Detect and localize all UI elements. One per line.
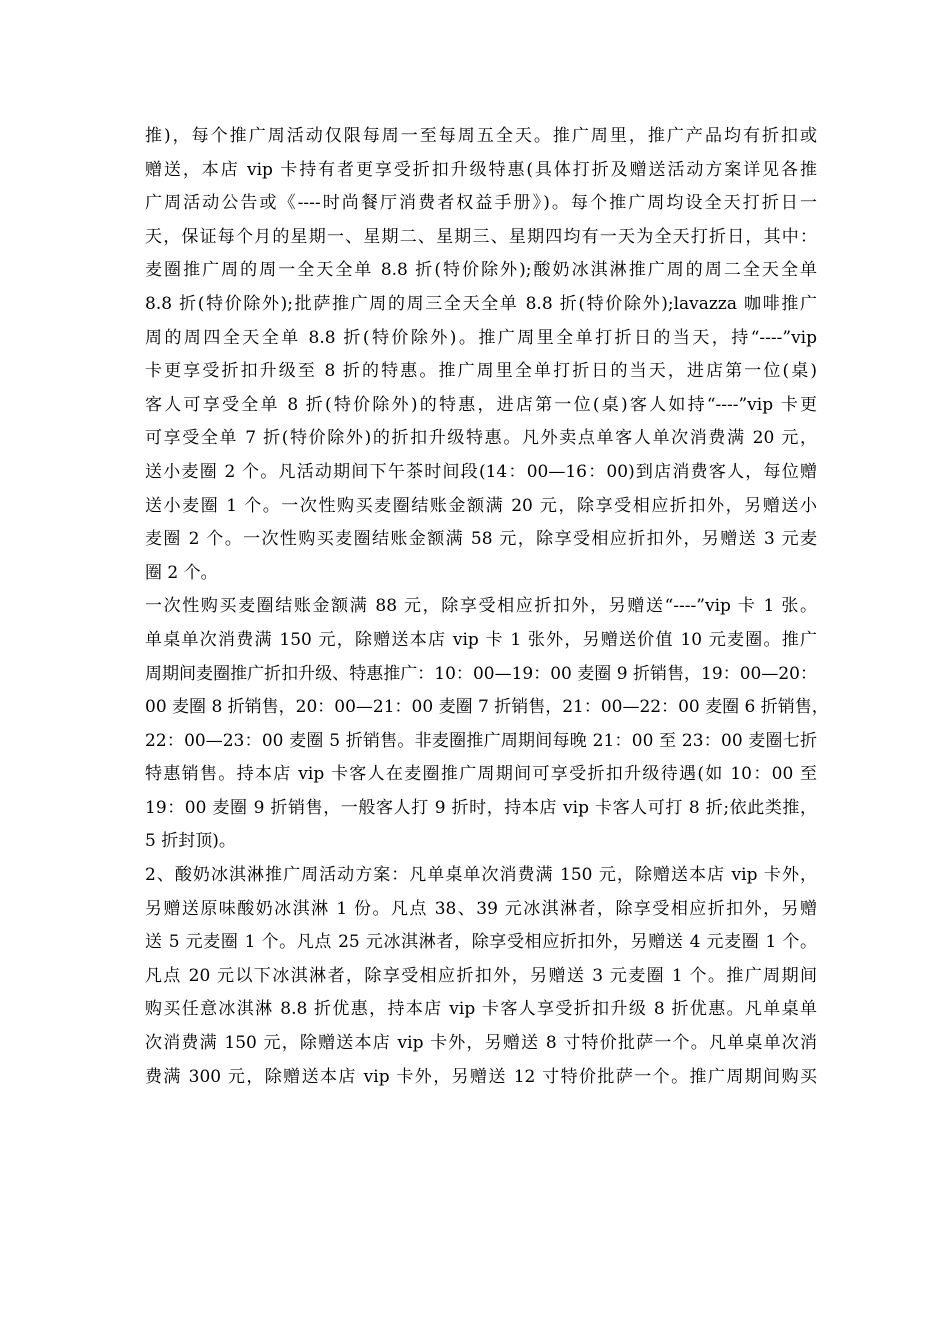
text-line: 次消费满 150 元，除赠送本店 vip 卡外，另赠送 8 寸特价批萨一个。凡单桌单次消 [145,1033,817,1054]
text-line: 5 折封顶)。 [145,831,236,852]
text-line: 费满 300 元，除赠送本店 vip 卡外，另赠送 12 寸特价批萨一个。推广周期间购买 [145,1066,817,1087]
text-line: 特惠销售。持本店 vip 卡客人在麦圈推广周期间可享受折扣升级待遇(如 10：00 至 [145,764,817,785]
text-line: 00 麦圈 8 折销售，20：00—21：00 麦圈 7 折销售，21：00—22：00 麦圈 6 折销售， [145,697,829,718]
text-line: 8.8 折(特价除外);批萨推广周的周三全天全单 8.8 折(特价除外);lavazza 咖啡推广 [145,293,817,314]
text-line: 单桌单次消费满 150 元，除赠送本店 vip 卡 1 张外，另赠送价值 10 元麦圈。推广 [145,629,817,650]
text-line: 推)，每个推广周活动仅限每周一至每周五全天。推广周里，推广产品均有折扣或 [145,126,817,146]
text-line: 可享受全单 7 折(特价除外)的折扣升级特惠。凡外卖点单客人单次消费满 20 元， [145,428,817,449]
text-line: 麦圈推广周的周一全天全单 8.8 折(特价除外);酸奶冰淇淋推广周的周二全天全单 [145,260,817,281]
text-line: 一次性购买麦圈结账金额满 88 元，除享受相应折扣外，另赠送“----”vip 卡 1 张。 [145,596,817,617]
text-line: 2、酸奶冰淇淋推广周活动方案：凡单桌单次消费满 150 元，除赠送本店 vip 卡外， [145,865,817,886]
text-line: 卡更享受折扣升级至 8 折的特惠。推广周里全单打折日的当天，进店第一位(桌) [145,361,817,382]
text-line: 周期间麦圈推广折扣升级、特惠推广：10：00—19：00 麦圈 9 折销售，19：00—20： [145,663,817,684]
text-line: 天，保证每个月的星期一、星期二、星期三、星期四均有一天为全天打折日，其中： [145,226,817,247]
text-line: 圈 2 个。 [145,562,218,583]
text-line: 周的周四全天全单 8.8 折(特价除外)。推广周里全单打折日的当天，持“----”vip [145,327,817,348]
text-line: 19：00 麦圈 9 折销售，一般客人打 9 折时，持本店 vip 卡客人可打 8 折;依此类推， [145,797,817,818]
document-body [145,120,829,1094]
text-line: 麦圈 2 个。一次性购买麦圈结账金额满 58 元，除享受相应折扣外，另赠送 3 元麦 [145,529,817,550]
text-line: 送小麦圈 1 个。一次性购买麦圈结账金额满 20 元，除享受相应折扣外，另赠送小 [145,495,817,516]
text-line: 客人可享受全单 8 折(特价除外)的特惠，进店第一位(桌)客人如持“----”vip 卡更 [145,394,817,415]
text-line: 另赠送原味酸奶冰淇淋 1 份。凡点 38、39 元冰淇淋者，除享受相应折扣外，另赠 [145,898,817,919]
text-line: 购买任意冰淇淋 8.8 折优惠，持本店 vip 卡客人享受折扣升级 8 折优惠。凡单桌单 [145,999,817,1020]
text-line: 送 5 元麦圈 1 个。凡点 25 元冰淇淋者，除享受相应折扣外，另赠送 4 元麦圈 1 个。 [145,932,817,953]
text-line: 广周活动公告或《----时尚餐厅消费者权益手册》)。每个推广周均设全天打折日一 [145,193,817,214]
text-line: 赠送，本店 vip 卡持有者更享受折扣升级特惠(具体打折及赠送活动方案详见各推 [145,159,817,180]
text-line: 送小麦圈 2 个。凡活动期间下午茶时间段(14：00—16：00)到店消费客人，每位赠 [145,461,817,482]
text-line: 凡点 20 元以下冰淇淋者，除享受相应折扣外，另赠送 3 元麦圈 1 个。推广周期间 [145,965,817,986]
text-line: 22：00—23：00 麦圈 5 折销售。非麦圈推广周期间每晚 21：00 至 23：00 麦圈七折 [145,730,817,751]
